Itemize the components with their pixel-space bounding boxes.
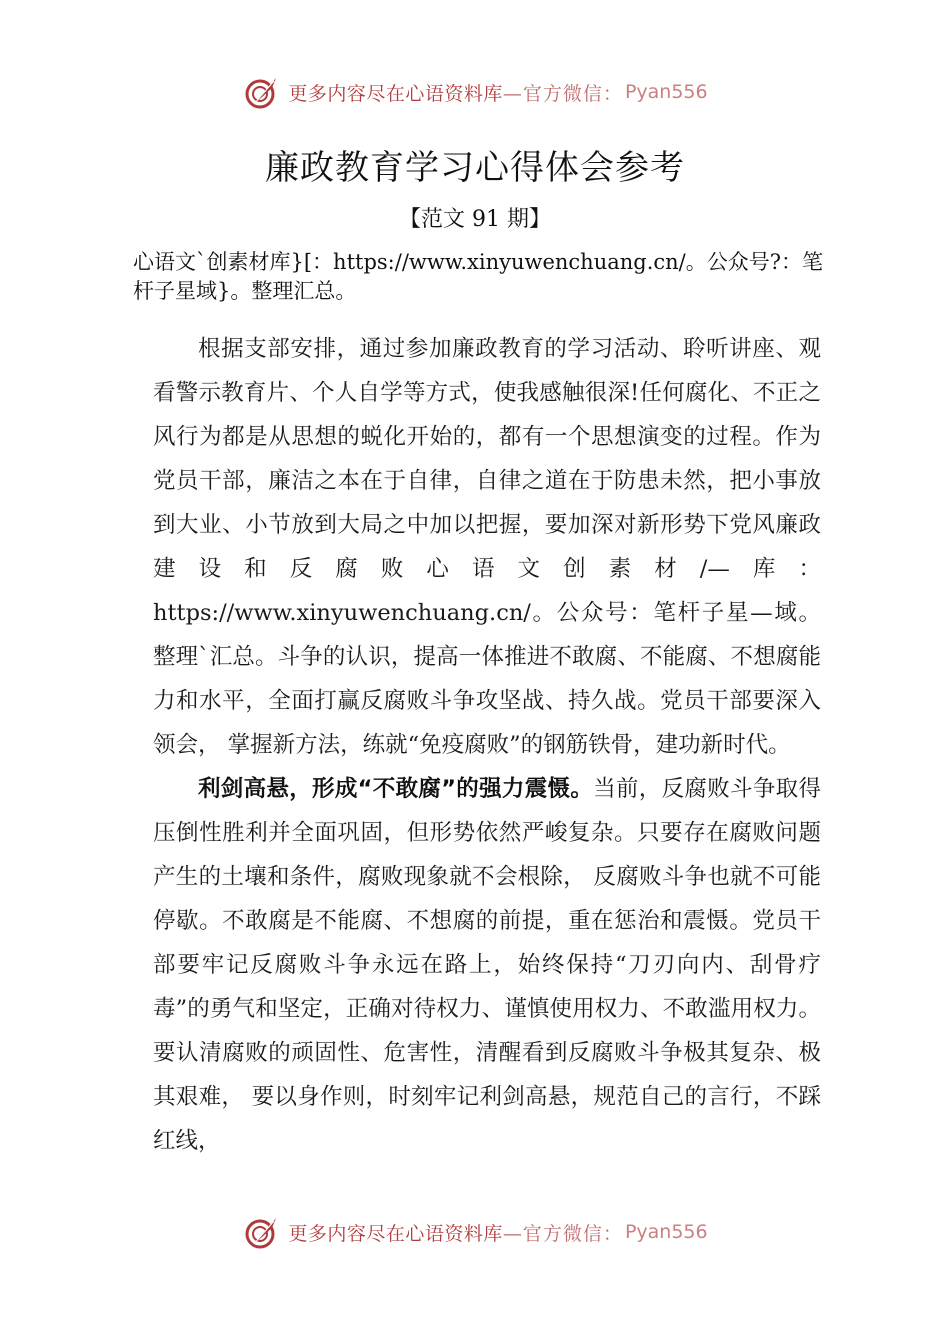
source-line: 心语文`创素材库}[：https://www.xinyuwenchuang.cn/。公众号?：笔杆子星域}。整理汇总。 (133, 250, 824, 303)
paragraph-2 (153, 767, 821, 1163)
paragraph-2-text: 当前，反腐败斗争取得压倒性胜利并全面巩固，但形势依然严峻复杂。只要存在腐败问题产生的土壤和条件，腐败现象就不会根除， 反腐败斗争也就不可能停歇。不敢腐是不能腐、不想腐的前提，重在惩治和震慑。党员干部要牢记反腐败斗争永远在路上，始终保持“刀刃向内、刮骨疗毒”的勇气和坚定，正确对待权力、谨慎使用权力、不敢滥用权力。要认清腐败的顽固性、危害性，清醒看到反腐败斗争极其复杂、极其艰难， 要以身作则，时刻牢记利剑高悬，规范自己的言行，不踩红线， (153, 776, 821, 1154)
banner-sub-text: —官方微信： (502, 82, 623, 105)
issue-subtitle: 【范文 91 期】 (399, 207, 551, 232)
header-banner (0, 72, 950, 112)
document-body (153, 327, 821, 1163)
banner-main-text: 更多内容尽在心语资料库 (288, 82, 503, 105)
banner-main-text: 更多内容尽在心语资料库 (288, 1222, 503, 1245)
banner-sub-text: —官方微信： (502, 1222, 623, 1245)
quill-logo-icon (242, 72, 282, 112)
banner-wechat-id: Pyan556 (624, 1221, 708, 1243)
footer-banner (0, 1212, 950, 1252)
paragraph-2-heading: 利剑高悬，形成“不敢腐”的强力震慑。 (198, 776, 594, 802)
quill-logo-icon (242, 1212, 282, 1252)
page-title: 廉政教育学习心得体会参考 (265, 148, 685, 188)
paragraph-1: 根据支部安排，通过参加廉政教育的学习活动、聆听讲座、观看警示教育片、个人自学等方式，使我感触很深!任何腐化、不正之风行为都是从思想的蜕化开始的，都有一个思想演变的过程。作为党员干部，廉洁之本在于自律，自律之道在于防患未然，把小事放到大业、小节放到大局之中加以把握，要加深对新形势下党风廉政建设和反腐败心语文创素材/—库：https://www.xinyuwenchuang.cn/。公众号：笔杆子星—域。整理`汇总。斗争的认识，提高一体推进不敢腐、不能腐、不想腐能力和水平，全面打赢反腐败斗争攻坚战、持久战。党员干部要深入领会， 掌握新方法，练就“免疫腐败”的钢筋铁骨，建功新时代。 (153, 336, 821, 758)
banner-wechat-id: Pyan556 (624, 81, 708, 103)
